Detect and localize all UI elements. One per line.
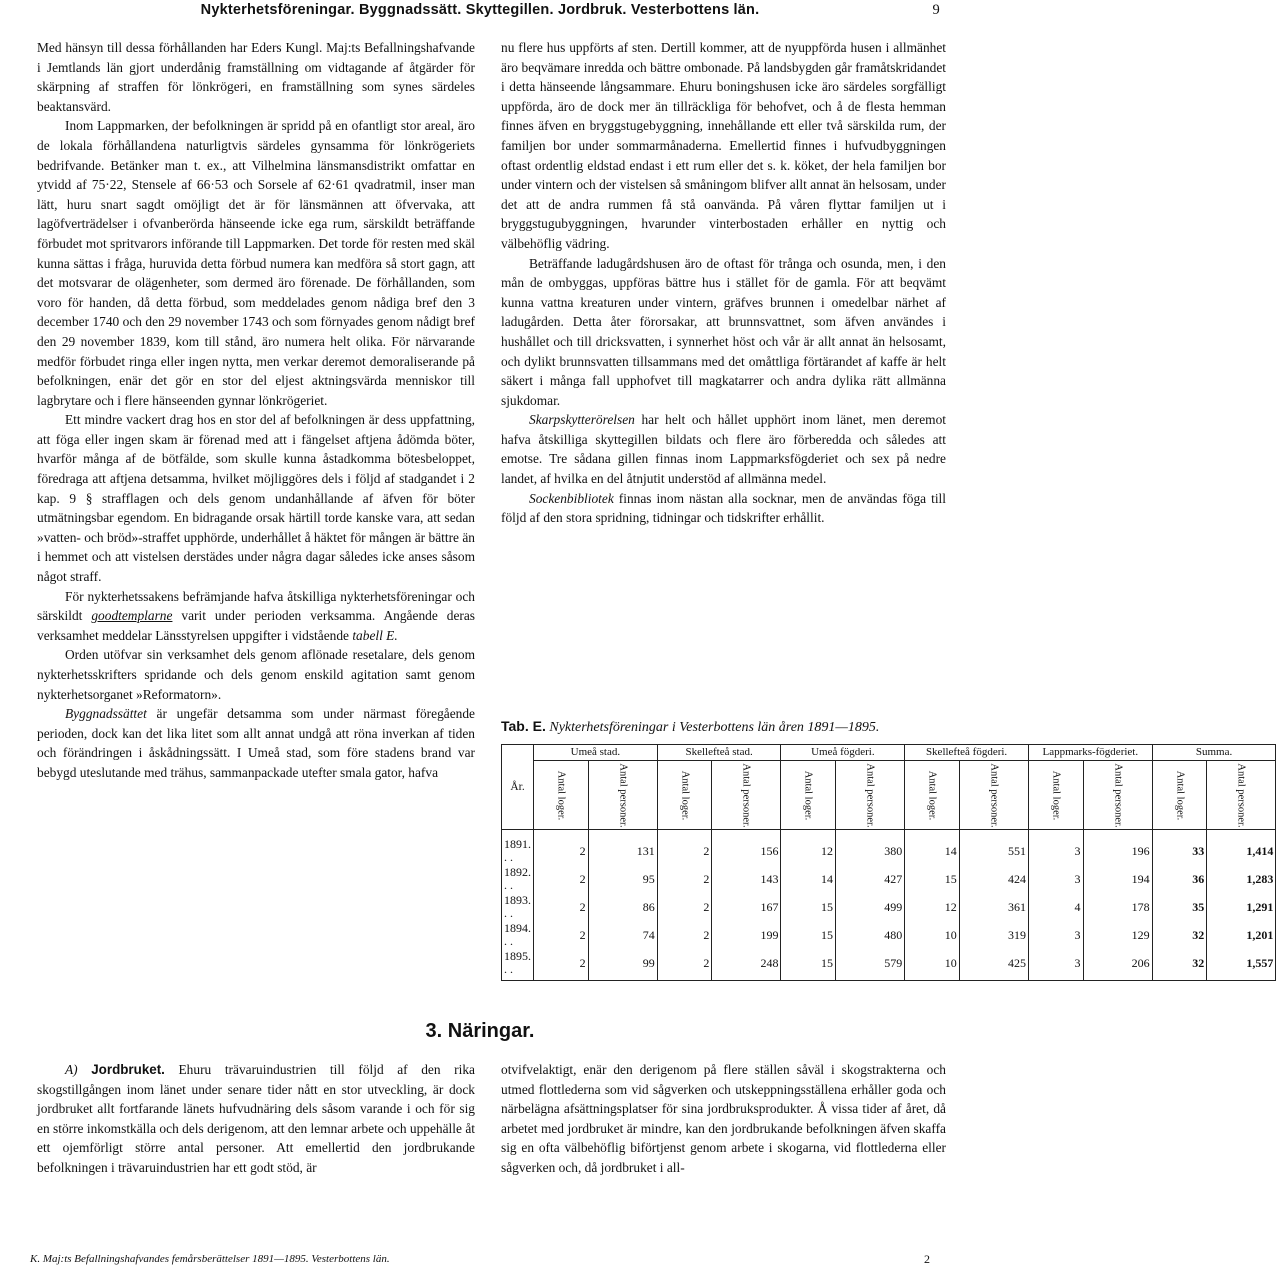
sub-header-label: Antal personer. (617, 762, 629, 828)
right-column-section (501, 1060, 946, 1178)
paragraph (37, 587, 475, 646)
table-cell: 2 (657, 865, 712, 893)
group-header: Skellefteå stad. (657, 745, 781, 761)
table-cell: 178 (1083, 893, 1152, 921)
table-cell: 32 (1152, 949, 1207, 981)
table-cell: 380 (836, 830, 905, 866)
sub-header-personer (1083, 761, 1152, 830)
table-cell: 3 (1028, 921, 1083, 949)
table-caption (501, 718, 953, 736)
footer-text: K. Maj:ts Befallningshafvandes femårsberättelser 1891—1895. Vesterbottens län. (30, 1253, 390, 1265)
table-cell: 15 (905, 865, 960, 893)
paragraph (37, 704, 475, 782)
text-run: För nykterhetssakens befrämjande hafva åtskilliga nykterhetsföreningar och särskildt (37, 588, 475, 624)
signature-mark: 2 (924, 1252, 930, 1266)
table-cell: 2 (657, 830, 712, 866)
sub-header-personer (1207, 761, 1276, 830)
table-cell: 95 (588, 865, 657, 893)
year-header: År. (502, 745, 534, 830)
table-cell: 2 (534, 921, 589, 949)
sub-header-label: Antal personer. (740, 762, 752, 828)
table-cell: 86 (588, 893, 657, 921)
table-cell: 3 (1028, 949, 1083, 981)
sub-header-personer (836, 761, 905, 830)
table-cell: 12 (905, 893, 960, 921)
table-cell: 480 (836, 921, 905, 949)
table-cell: 12 (781, 830, 836, 866)
sub-header-label: Antal loger. (802, 770, 814, 820)
table-cell: 1,414 (1207, 830, 1276, 866)
table-cell: 14 (781, 865, 836, 893)
sub-header-label: Antal loger. (1050, 770, 1062, 820)
sub-header-label: Antal loger. (926, 770, 938, 820)
sub-header-label: Antal personer. (1235, 762, 1247, 828)
paragraph: Beträffande ladugårdshusen äro de oftast för trånga och osunda, men, i den mån de ombyggas, uppföras bättre hus i stället för de gamla. För att beqvämt kunna vattna kreaturen under vintern, gräfves brunnen i omedelbar närhet af ladugården. Detta åter förorsakar, att brunnsvattnet, som äfven användes i hushållet och till dricksvatten, i synnerhet höst och vår är allt annat än helsosamt, och dylikt brunnsvatten tillsammans med det omåttliga förtärandet af kaffe är helt säkert i många fall upphofvet till magkatarrer och andra dylika rätt allmänna sjukdomar. (501, 255, 946, 408)
emphasis: Byggnadssättet (65, 706, 147, 722)
table-cell: 1,283 (1207, 865, 1276, 893)
table-cell: 4 (1028, 893, 1083, 921)
table-cell: 194 (1083, 865, 1152, 893)
table-cell: 2 (657, 893, 712, 921)
sub-header-loger (781, 761, 836, 830)
sub-header-personer (712, 761, 781, 830)
emphasis: tabell E. (352, 627, 398, 643)
sub-header-label: Antal personer. (1112, 762, 1124, 828)
table-row (502, 865, 1276, 893)
table-cell: 427 (836, 865, 905, 893)
sub-header-label: Antal personer. (864, 762, 876, 828)
table-cell: 3 (1028, 830, 1083, 866)
year-cell: 1891. . . (502, 830, 534, 866)
page-number: 9 (932, 2, 940, 18)
sub-header-loger (534, 761, 589, 830)
table-label: Tab. E. (501, 718, 546, 734)
table-cell: 1,557 (1207, 949, 1276, 981)
group-header: Skellefteå fögderi. (905, 745, 1029, 761)
text-run: finnas inom nästan alla socknar, men de användas föga till följd af den stora spridning, tidningar och tidskrifter erhållit. (501, 490, 946, 526)
table-cell: 361 (959, 893, 1028, 921)
sub-header-loger (657, 761, 712, 830)
paragraph: otvifvelaktigt, enär den derigenom på flere ställen såväl i skogstrakterna och utmed flottlederna som vid sågverken och utskeppningsställena erhåller goda och närbelägna afsättningsplatser för sina jordbruksprodukter. Å vissa tider af året, då arbetet med jordbruket är mindre, kan den jordbrukande befolkningen äfven skaffa sig en ofta välbehöflig biförtjenst genom arbete i skogarna, vid flottlederna eller sågverken och, då jordbruket i all- (501, 1062, 946, 1175)
table-cell: 196 (1083, 830, 1152, 866)
text-run: Ehuru trävaruindustrien till följd af den rika skogstillgången inom länet under senare tider nått en stor utveckling, är dock jordbruket allt fortfarande länets hufvudnäring dels såsom varande i och för sig en större inkomstkälla och dels derigenom, att den lemnar arbete och uppehälle åt ett ojemförligt större antal personer. Att emellertid den jordbrukande befolkningen i trävaruindustrien har ett godt stöd, är (37, 1062, 475, 1175)
table-row (502, 949, 1276, 981)
section-heading: 3. Näringar. (425, 1020, 535, 1042)
table-cell: 15 (781, 921, 836, 949)
table-cell: 33 (1152, 830, 1207, 866)
emphasis: Skarpskytterörelsen (529, 412, 635, 428)
group-header: Umeå stad. (534, 745, 658, 761)
table-cell: 248 (712, 949, 781, 981)
sub-header-label: Antal loger. (679, 770, 691, 820)
paragraph: Ett mindre vackert drag hos en stor del af befolkningen är dess uppfattning, att föga eller ingen skam är förenad med att i fängelset aftjena ådömda böter, hvarför många af de bötfälde, som skulle kunna åstadkomma bötesbeloppet, föredraga att aftjena detsamma, hvilket möjliggöres dels i följd af stadgandet i 2 kap. 9 § strafflagen och dels genom undanhållande af äfven för böter utmätningsbar egendom. En bidragande orsak härtill torde kanske vara, att sedan »vatten- och bröd»-straffet upphörde, underhållet å häktet för mången är bättre än i hemmet och att vistelsen derstädes under några dagar således icke anses såsom något straff. (37, 412, 475, 585)
paragraph (501, 489, 946, 528)
sub-header-label: Antal personer. (988, 762, 1000, 828)
paragraph (501, 410, 946, 488)
emphasis: goodtemplarne (91, 608, 173, 624)
table-cell: 2 (534, 830, 589, 866)
group-header: Umeå fögderi. (781, 745, 905, 761)
table-cell: 129 (1083, 921, 1152, 949)
table-cell: 10 (905, 921, 960, 949)
table-cell: 2 (657, 921, 712, 949)
paragraph: nu flere hus uppförts af sten. Dertill kommer, att de nyuppförda husen i allmänhet äro beqvämare inredda och bättre ombonade. På landsbygden går framåtskridandet i detta hänseende långsammare. Ehuru boningshusen icke äro särdeles sorgfälligt uppförda, äro de dock mer än tillräckliga för behofvet, och å de flesta hemman finnes äfven en bryggstugebyggning, innehållande ett eller två särskilda rum, der familjen bor under sommarmånaderna. Emellertid finnes i hufvudbyggningen oftast ordentlig eldstad endast i ett rum eller det s. k. köket, der hela familjen bor under vintern och der vistelsen så småningom blifver allt annat än helsosam, under det att de andra rummen få stå oanvända. På våren flyttar familjen ut i bryggstugubyggningen, hvarunder vinterbostaden erhåller en nyttig och välbehöflig vädring. (501, 40, 946, 251)
table-cell: 32 (1152, 921, 1207, 949)
paragraph: Med hänsyn till dessa förhållanden har Eders Kungl. Maj:ts Befallningshafvande i Jemtlands län gjort underdånig framställning om vidtagande af åtgärder för skärpning af straffen för lönkrögeri, en framställning som synes särdeles beaktansvärd. (37, 40, 475, 114)
running-title: Nykterhetsföreningar. Byggnadssätt. Skyttegillen. Jordbruk. Vesterbottens län. (200, 2, 760, 18)
table-cell: 35 (1152, 893, 1207, 921)
table-cell: 425 (959, 949, 1028, 981)
left-column (37, 38, 475, 783)
sub-header-personer (588, 761, 657, 830)
right-column (501, 38, 946, 528)
paragraph: Orden utöfvar sin verksamhet dels genom aflönade resetalare, dels genom nykterhetsskrifters spridande och dels genom enskild agitation samt genom nykterhetsorganet »Reformatorn». (37, 647, 475, 702)
table-cell: 167 (712, 893, 781, 921)
emphasis: Sockenbibliotek (529, 490, 614, 506)
table-body (502, 830, 1276, 981)
table-cell: 14 (905, 830, 960, 866)
table-cell: 319 (959, 921, 1028, 949)
text-run: är ungefär detsamma som under närmast föregående perioden, dock kan det lika litet som allt annat undgå att röna inverkan af tiden och förändringen i åskådningssätt. I Umeå stad, som före stadens brand var bebygd uteslutande med trähus, sammanpackade utefter smala gator, hafva (37, 706, 475, 780)
table-cell: 156 (712, 830, 781, 866)
sub-header-loger (1152, 761, 1207, 830)
year-cell: 1895. . . (502, 949, 534, 981)
table-row (502, 921, 1276, 949)
sub-header-loger (1028, 761, 1083, 830)
year-cell: 1894. . . (502, 921, 534, 949)
sub-header-loger (905, 761, 960, 830)
left-column-section (37, 1060, 475, 1178)
table-cell: 10 (905, 949, 960, 981)
text-run: varit under perioden verksamma. Angående deras verksamhet meddelar Länsstyrelsen uppgifter i vidstående (37, 608, 475, 643)
table-cell: 499 (836, 893, 905, 921)
table-cell: 131 (588, 830, 657, 866)
year-cell: 1893. . . (502, 893, 534, 921)
table-cell: 2 (534, 949, 589, 981)
table-cell: 2 (657, 949, 712, 981)
table-cell: 551 (959, 830, 1028, 866)
table-group-header-row (502, 745, 1276, 761)
group-header: Summa. (1152, 745, 1276, 761)
table-cell: 2 (534, 865, 589, 893)
paragraph (37, 1060, 475, 1178)
text-run: har helt och hållet upphört inom länet, men deremot hafva åtskilliga skyttegillen bildats och flere äro förberedda och således att emotse. Tre sådana gillen finnas inom Lappmarksfögderiet och sex på nedre landet, af hvilka en del åtnjutit understöd af allmänna medel. (501, 412, 946, 487)
table-cell: 74 (588, 921, 657, 949)
table-sub-header-row (502, 761, 1276, 830)
table-cell: 199 (712, 921, 781, 949)
table-row (502, 830, 1276, 866)
table-cell: 2 (534, 893, 589, 921)
table-title: Nykterhetsföreningar i Vesterbottens län åren 1891—1895. (549, 720, 880, 735)
emphasis: A) (65, 1062, 92, 1077)
table-cell: 579 (836, 949, 905, 981)
paragraph: Inom Lappmarken, der befolkningen är spridd på en ofantligt stor areal, äro de lokala förhållandena naturligtvis särdeles gynsamma för lönkrögeriets bedrifvande. Betänker man t. ex., att Vilhelmina länsmansdistrikt omfattar en ytvidd af 75·22, Stensele af 66·53 och Sorsele af 62·61 qvadratmil, inser man lätt, huru snart sagdt omöjligt det är för länsmännen att öfvervaka, att lagöfverträdelser i ofvanberörda hänseende icke ega rum, särskildt beträffande förbudet mot spritvarors införande till Lappmarken. Det torde för resten med skäl kunna sättas i fråga, huruvida detta förbud numera kan medföra så stort gagn, att det motsvarar de olägenheter, som dermed äro förenade. De förhållanden, som voro för handen, då detta förbud, som meddelades genom nådiga bref den 3 december 1740 och den 29 november 1743 och som förnyades genom nådigt bref den 29 november 1839, kom till stånd, äro numera helt olika. För närvarande medför förbudet ringa eller ingen nytta, men verkar deremot demoraliserande på befolkningen, enär det gör en stor del eljest aktningsvärda menniskor till lagbrytare och i flere hänseenden gynnar lönkrögeriet. (37, 118, 475, 408)
running-header (40, 2, 940, 24)
table-cell: 15 (781, 949, 836, 981)
data-table (501, 744, 1276, 981)
table-cell: 3 (1028, 865, 1083, 893)
table-cell: 424 (959, 865, 1028, 893)
table-cell: 1,291 (1207, 893, 1276, 921)
table-cell: 1,201 (1207, 921, 1276, 949)
table-cell: 99 (588, 949, 657, 981)
table-cell: 206 (1083, 949, 1152, 981)
table-cell: 143 (712, 865, 781, 893)
sub-header-label: Antal loger. (1173, 770, 1185, 820)
subheading: Jordbruket. (91, 1062, 165, 1077)
sub-header-label: Antal loger. (555, 770, 567, 820)
year-cell: 1892. . . (502, 865, 534, 893)
table-cell: 36 (1152, 865, 1207, 893)
table-cell: 15 (781, 893, 836, 921)
group-header: Lappmarks-fögderiet. (1028, 745, 1152, 761)
table-row (502, 893, 1276, 921)
sub-header-personer (959, 761, 1028, 830)
